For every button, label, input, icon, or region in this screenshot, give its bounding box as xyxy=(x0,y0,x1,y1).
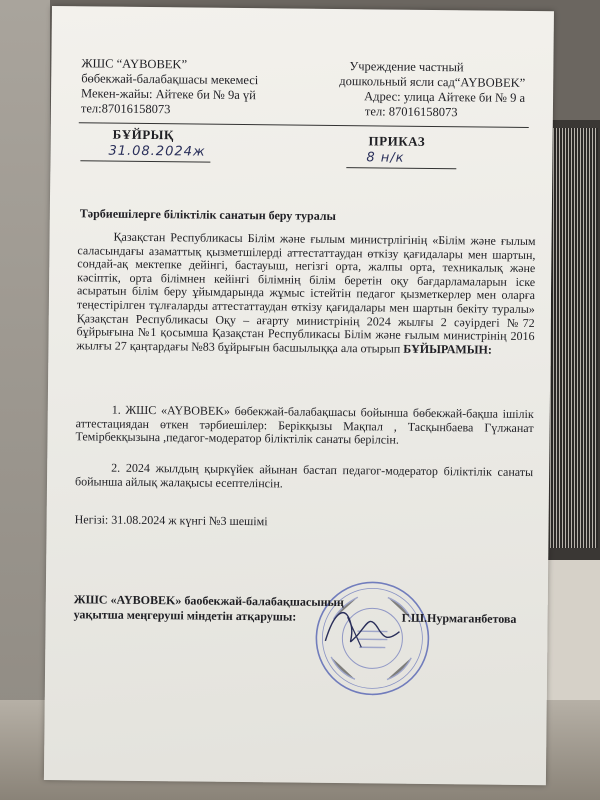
org-name-kz: ЖШС “AYBOBEK” xyxy=(81,56,188,72)
order-number-line xyxy=(346,167,456,169)
background-left xyxy=(0,0,50,800)
org-name-ru: дошкольный ясли сад“AYBOBEK” xyxy=(339,74,526,90)
document-page xyxy=(44,6,554,785)
order-label-ru: ПРИКАЗ xyxy=(368,133,426,149)
order-colon: : xyxy=(487,342,492,357)
basis-text: Негізі: 31.08.2024 ж күнгі №3 шешімі xyxy=(74,512,268,529)
org-type-ru: Учреждение частный xyxy=(349,59,464,75)
order-number: 8 н/к xyxy=(366,150,405,166)
order-label-kz: БҰЙРЫҚ xyxy=(112,126,174,143)
order-word: БҰЙЫРАМЫН xyxy=(403,341,488,357)
document-title: Тәрбиешілерге біліктілік санатын беру туралы xyxy=(79,206,337,223)
signatory-name: Г.Ш.Нурмаганбетова xyxy=(401,610,517,626)
order-date-line xyxy=(80,160,210,162)
background-stripes xyxy=(550,128,598,548)
header-right xyxy=(339,59,526,121)
order-item-1: 1. ЖШС «AYBOBEK» бөбекжай-балабақшасы бойынша бөбекжай-бақша ішілік аттестациядан өткен тәрбиешілер: Берікқызы Мақпал , Тасқынбаева Гүлжанат Темірбекқызына ,педагог-модератор біліктілік санаты берілсін. xyxy=(75,402,534,447)
body-paragraph xyxy=(76,230,535,357)
phone-kz: тел:87016158073 xyxy=(80,101,171,117)
phone-ru: тел: 87016158073 xyxy=(364,104,458,120)
order-item-2: 2. 2024 жылдың қыркүйек айынан бастап педагог-модератор біліктілік санаты бойынша айлық жалақысы есептелінсін. xyxy=(74,460,534,491)
address-kz: Мекен-жайы: Айтеке би № 9а үй xyxy=(81,86,256,103)
preamble-text: Қазақстан Республикасы Білім және ғылым министрлігінің «Білім және ғылым саласындағы азаматтық қызметшілерді аттестаттаудан өткізу қағидалары мен шартын, сондай-ақ мектепке дейінгі, бастауыш, негізгі орта, жалпы орта, техникалық және кәсіптік, орта білімнен кейінгі білімнің білім беретін оқу бағдарламаларын іске асыратын білім беру ұйымдарында жұмыс істейтін педагог қызметкерлер мен оларға теңестірілген тұлғаларды аттестаттаудан өткізу қағидалары мен шартын бекіту туралы» Қазақстан Республикасы Оқу – ағарту министрінің 2024 жылғы 2 сәуірдегі №72 бұйрығына №1 қосымша Қазақстан Республикасы Білім және ғылым министрінің 2016 жылғы 27 қаңтардағы №83 бұйрығын басшылыққа ала отырып xyxy=(76,229,536,356)
org-type-kz: бөбекжай-балабақшасы мекемесі xyxy=(81,71,259,88)
signatory-org: ЖШС «AYBOBEK» баобекжай-балабақшасының xyxy=(73,592,344,610)
signatory-role: уақытша меңгеруші міндетін атқарушы: xyxy=(73,607,297,624)
address-ru: Адрес: улица Айтеке би № 9 а xyxy=(364,89,526,105)
header-left xyxy=(81,56,259,118)
order-date: 31.08.2024ж xyxy=(108,143,206,160)
